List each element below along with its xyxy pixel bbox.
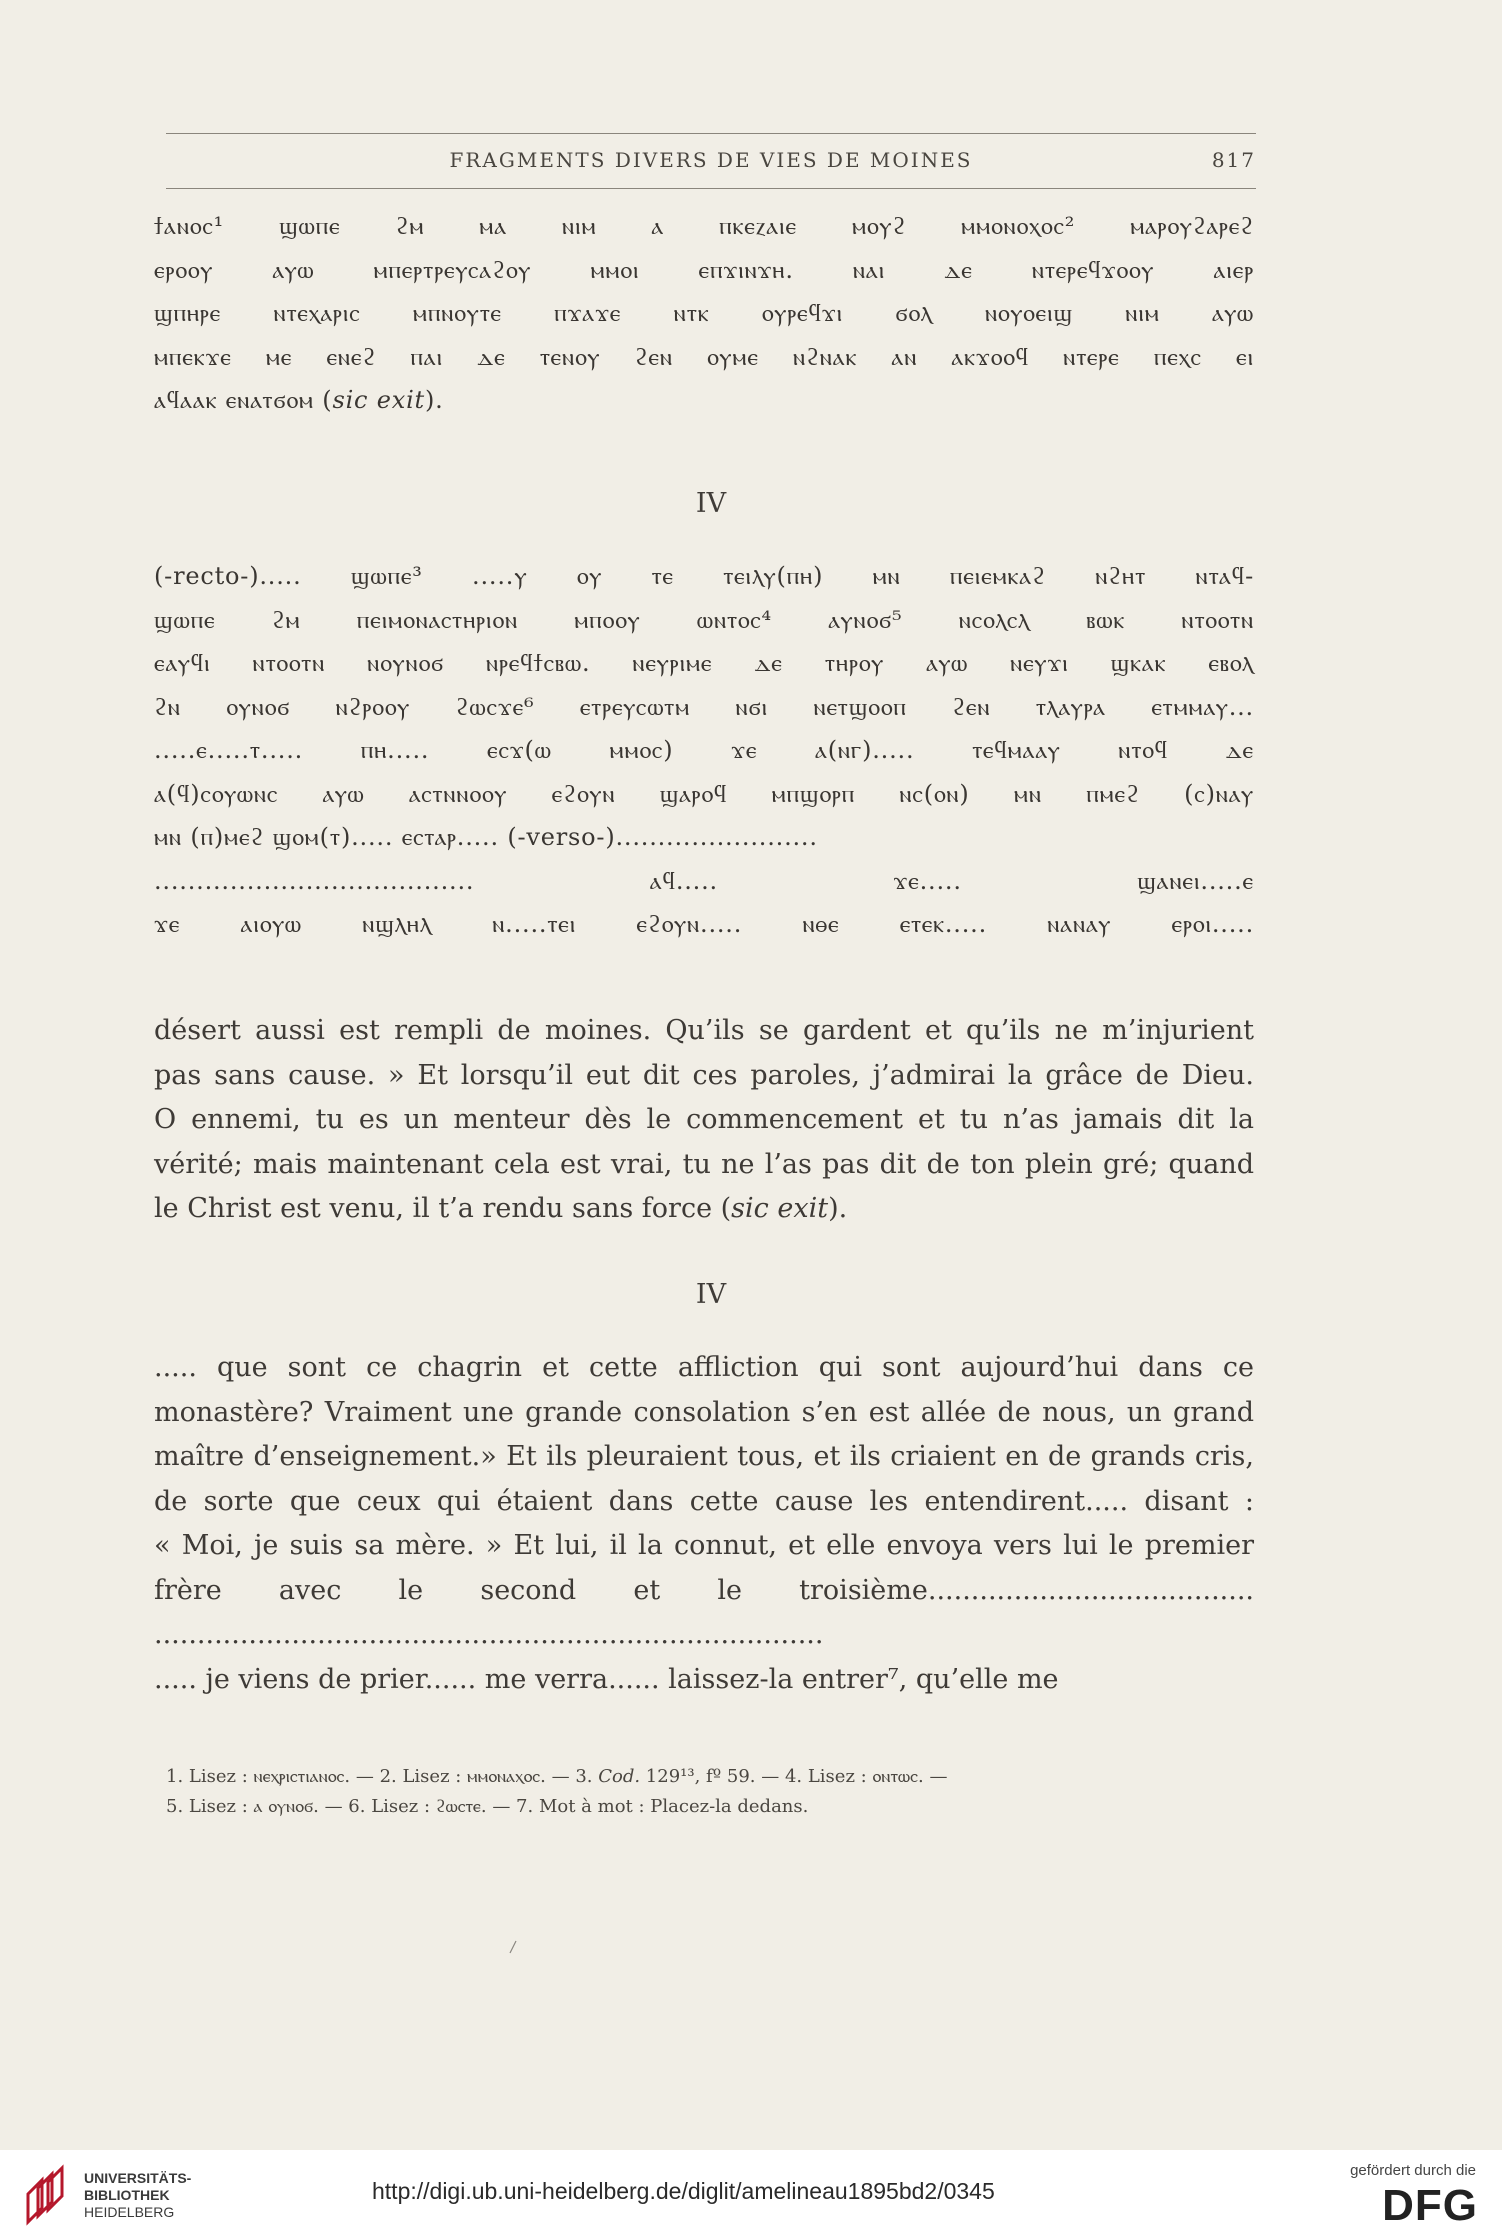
institution-name: UNIVERSITÄTS- BIBLIOTHEK HEIDELBERG xyxy=(84,2170,192,2220)
header-rule-top xyxy=(166,133,1256,134)
coptic-line: ϯⲁⲛⲟⲥ¹ ϣⲱⲡⲉ ϩⲙ ⲙⲁ ⲛⲓⲙ ⲁ ⲡⲕⲉⲍⲁⲓⲉ ⲙⲟⲩϩ ⲙⲙⲟⲛⲟⲭⲟⲥ² ⲙⲁⲣⲟⲩϩⲁⲣⲉϩ xyxy=(154,212,1254,240)
french-translation-block-1 xyxy=(154,1009,1254,1232)
french-line: de sorte que ceux qui étaient dans cette cause les entendirent..... disant : xyxy=(154,1485,1254,1517)
french-line: .............................................................................. xyxy=(154,1619,824,1650)
coptic-line: .....ⲉ.....ⲧ..... ⲡⲏ..... ⲉⲥϫ(ⲱ ⲙⲙⲟⲥ) ϫⲉ ⲁ(ⲛⲅ)..... ⲧⲉϥⲙⲁⲁⲩ ⲛⲧⲟϥ ⲇⲉ xyxy=(154,736,1254,764)
french-line: frère avec le second et le troisième...................................... xyxy=(154,1574,1254,1606)
footnote-line: 5. Lisez : ⲁ ⲟⲩⲛⲟϭ. — 6. Lisez : ϩⲱⲥⲧⲉ. — 7. Mot à mot : Placez-la dedans. xyxy=(166,1796,809,1817)
university-library-logo-icon xyxy=(22,2164,72,2226)
french-translation-block-2 xyxy=(154,1346,1254,1702)
running-title: FRAGMENTS DIVERS DE VIES DE MOINES xyxy=(449,148,973,172)
source-url-link[interactable]: http://digi.ub.uni-heidelberg.de/diglit/amelineau1895bd2/0345 xyxy=(372,2178,995,2204)
coptic-line: ϫⲉ ⲁⲓⲟⲩⲱ ⲛϣⲗⲏⲗ ⲛ.....ⲧⲉⲓ ⲉϩⲟⲩⲛ..... ⲛⲑⲉ ⲉⲧⲉⲕ..... ⲛⲁⲛⲁⲩ ⲉⲣⲟⲓ..... xyxy=(154,910,1254,938)
pencil-mark-icon xyxy=(508,1940,518,1954)
coptic-line: (-recto-)..... ϣⲱⲡⲉ³ .....ⲩ ⲟⲩ ⲧⲉ ⲧⲉⲓⲗⲩ(ⲡⲏ) ⲙⲛ ⲡⲉⲓⲉⲙⲕⲁϩ ⲛϩⲏⲧ ⲛⲧⲁϥ- xyxy=(154,562,1254,590)
french-line: vérité; mais maintenant cela est vrai, tu ne l’as pas dit de ton plein gré; quand xyxy=(154,1148,1254,1180)
coptic-line: ⲉⲁⲩϥⲓ ⲛⲧⲟⲟⲧⲛ ⲛⲟⲩⲛⲟϭ ⲛⲣⲉϥϯⲥⲃⲱ. ⲛⲉⲩⲣⲓⲙⲉ ⲇⲉ ⲧⲏⲣⲟⲩ ⲁⲩⲱ ⲛⲉⲩϫⲓ ϣⲕⲁⲕ ⲉⲃⲟⲗ xyxy=(154,649,1254,677)
coptic-text-block-1 xyxy=(154,205,1254,423)
coptic-line: ϣⲱⲡⲉ ϩⲙ ⲡⲉⲓⲙⲟⲛⲁⲥⲧⲏⲣⲓⲟⲛ ⲙⲡⲟⲟⲩ ⲱⲛⲧⲟⲥ⁴ ⲁⲩⲛⲟϭ⁵ ⲛⲥⲟⲗⲥⲗ ⲃⲱⲕ ⲛⲧⲟⲟⲧⲛ xyxy=(154,605,1254,634)
dfg-logo: DFG xyxy=(1382,2181,1478,2230)
coptic-line: ⲁϥⲁⲁⲕ ⲉⲛⲁⲧϭⲟⲙ (sic exit). xyxy=(154,386,444,414)
french-line: ..... que sont ce chagrin et cette affliction qui sont aujourd’hui dans ce xyxy=(154,1352,1254,1383)
french-line: le Christ est venu, il t’a rendu sans force (sic exit). xyxy=(154,1193,848,1224)
french-line: désert aussi est rempli de moines. Qu’ils se gardent et qu’ils ne m’injurient xyxy=(154,1015,1254,1046)
coptic-line: ⲉⲣⲟⲟⲩ ⲁⲩⲱ ⲙⲡⲉⲣⲧⲣⲉⲩⲥⲁϩⲟⲩ ⲙⲙⲟⲓ ⲉⲡϫⲓⲛϫⲏ. ⲛⲁⲓ ⲇⲉ ⲛⲧⲉⲣⲉϥϫⲟⲟⲩ ⲁⲓⲉⲣ xyxy=(154,255,1254,284)
french-line: maître d’enseignement.» Et ils pleuraient tous, et ils criaient en de grands cris, xyxy=(154,1441,1254,1472)
coptic-line: ⲁ(ϥ)ⲥⲟⲩⲱⲛⲥ ⲁⲩⲱ ⲁⲥⲧⲛⲛⲟⲟⲩ ⲉϩⲟⲩⲛ ϣⲁⲣⲟϥ ⲙⲡϣⲟⲣⲡ ⲛⲥ(ⲟⲛ) ⲙⲛ ⲡⲙⲉϩ (ⲥ)ⲛⲁⲩ xyxy=(154,779,1254,808)
french-line: O ennemi, tu es un menteur dès le commencement et tu n’as jamais dit la xyxy=(154,1104,1254,1135)
coptic-line: ⲙⲡⲉⲕϫⲉ ⲙⲉ ⲉⲛⲉϩ ⲡⲁⲓ ⲇⲉ ⲧⲉⲛⲟⲩ ϩⲉⲛ ⲟⲩⲙⲉ ⲛϩⲛⲁⲕ ⲁⲛ ⲁⲕϫⲟⲟϥ ⲛⲧⲉⲣⲉ ⲡⲉⲭⲥ ⲉⲓ xyxy=(154,342,1254,371)
french-line: pas sans cause. » Et lorsqu’il eut dit ces paroles, j’admirai la grâce de Dieu. xyxy=(154,1059,1254,1091)
page-number: 817 xyxy=(1211,148,1256,172)
funded-by-label: gefördert durch die xyxy=(1350,2162,1476,2179)
french-line: « Moi, je suis sa mère. » Et lui, il la connut, et elle envoya vers lui le premier xyxy=(154,1530,1254,1561)
coptic-text-block-2 xyxy=(154,555,1254,947)
section-heading: IV xyxy=(695,488,727,519)
french-line: ..... je viens de prier...... me verra...... laissez-la entrer⁷, qu’elle me xyxy=(154,1663,1059,1695)
coptic-line: ⲙⲛ (ⲡ)ⲙⲉϩ ϣⲟⲙ(ⲧ)..... ⲉⲥⲧⲁⲣ..... (-verso-)........................ xyxy=(154,823,818,851)
digitization-footer xyxy=(0,2150,1502,2239)
coptic-line: ϣⲡⲏⲣⲉ ⲛⲧⲉⲭⲁⲣⲓⲥ ⲙⲡⲛⲟⲩⲧⲉ ⲡϫⲁϫⲉ ⲛⲧⲕ ⲟⲩⲣⲉϥϫⲓ ϭⲟⲗ ⲛⲟⲩⲟⲉⲓϣ ⲛⲓⲙ ⲁⲩⲱ xyxy=(154,299,1254,327)
section-heading: IV xyxy=(695,1279,727,1310)
footnote-line: 1. Lisez : ⲛⲉⲭⲣⲓⲥⲧⲓⲁⲛⲟⲥ. — 2. Lisez : ⲙⲙⲟⲛⲁⲭⲟⲥ. — 3. Cod. 129¹³, fº 59. — 4. Lisez : ⲟⲛⲧⲱⲥ. — xyxy=(166,1766,948,1787)
coptic-line: ϩⲛ ⲟⲩⲛⲟϭ ⲛϩⲣⲟⲟⲩ ϩⲱⲥϫⲉ⁶ ⲉⲧⲣⲉⲩⲥⲱⲧⲙ ⲛϭⲓ ⲛⲉⲧϣⲟⲟⲡ ϩⲉⲛ ⲧⲗⲁⲩⲣⲁ ⲉⲧⲙⲙⲁⲩ... xyxy=(154,692,1254,721)
french-line: monastère? Vraiment une grande consolation s’en est allée de nous, un grand xyxy=(154,1396,1254,1428)
footnotes xyxy=(166,1762,1256,1822)
coptic-line: ...................................... ⲁϥ..... ϫⲉ..... ϣⲁⲛⲉⲓ.....ⲉ xyxy=(154,866,1254,895)
header-rule-bottom xyxy=(166,188,1256,189)
